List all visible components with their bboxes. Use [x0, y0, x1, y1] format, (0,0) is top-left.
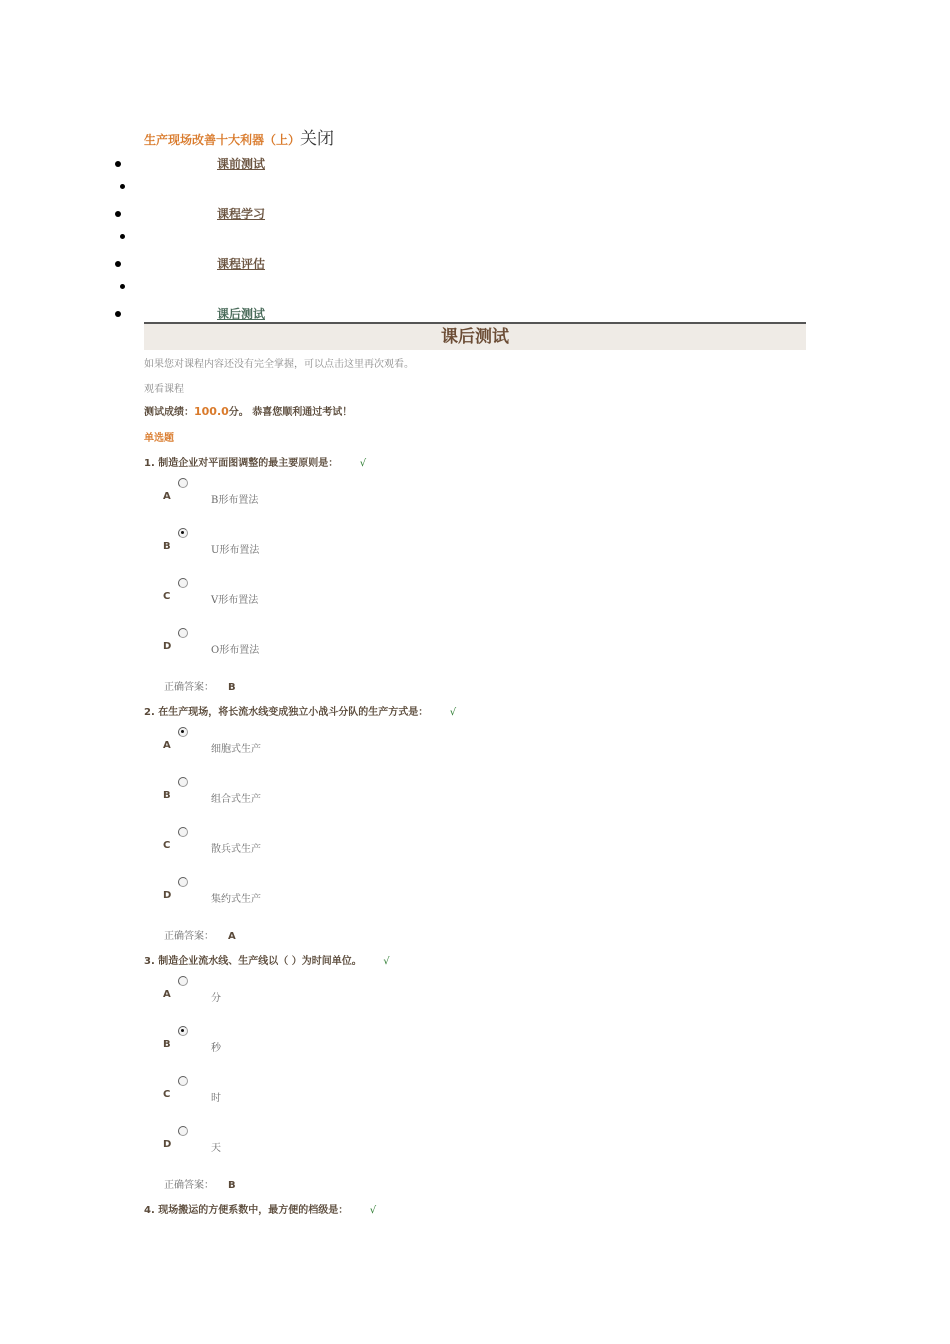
question-number: 2. [144, 707, 155, 718]
option-text: 组合式生产 [211, 794, 261, 805]
correct-answer [164, 1176, 236, 1191]
option-text: 分 [211, 993, 221, 1004]
radio-q1-a[interactable] [178, 478, 188, 488]
nav-link-study[interactable]: 课程学习 [217, 207, 266, 221]
radio-q2-c[interactable] [178, 827, 188, 837]
nav-item-evaluation [0, 255, 300, 273]
radio-q2-b[interactable] [178, 777, 188, 787]
answer-label: 正确答案： [164, 682, 214, 693]
section-title: 课后测试 [144, 322, 806, 350]
radio-q3-c[interactable] [178, 1076, 188, 1086]
option-text: 时 [211, 1093, 221, 1104]
correct-check-icon: √ [359, 458, 367, 469]
question-number: 1. [144, 458, 155, 469]
nav-spacer [0, 278, 300, 296]
question-type-label: 单选题 [144, 433, 174, 444]
answer-value: A [228, 931, 236, 942]
bullet-icon [115, 211, 121, 217]
nav-item-pretest [0, 155, 300, 173]
option-letter: D [163, 641, 172, 652]
option-text: 散兵式生产 [211, 844, 261, 855]
radio-q1-b[interactable] [178, 528, 188, 538]
question-2 [144, 703, 456, 718]
watch-course-link[interactable]: 观看课程 [144, 384, 184, 395]
option-text: O形布置法 [211, 645, 260, 656]
option-letter: D [163, 890, 172, 901]
option-letter: D [163, 1139, 172, 1150]
option-letter: A [163, 491, 171, 502]
option-text: B形布置法 [211, 495, 259, 506]
nav-spacer [0, 228, 300, 246]
nav-item-study [0, 205, 300, 223]
correct-check-icon: √ [383, 956, 390, 967]
intro-text: 如果您对课程内容还没有完全掌握，可以点击这里再次观看。 [144, 359, 414, 370]
nav-link-pretest[interactable]: 课前测试 [217, 157, 266, 171]
answer-label: 正确答案： [164, 931, 214, 942]
option-text: 秒 [211, 1043, 221, 1054]
option-letter: C [163, 1089, 171, 1100]
option-text: 天 [211, 1143, 221, 1154]
score-suffix: 分。 恭喜您顺利通过考试！ [228, 407, 353, 418]
option-letter: C [163, 591, 171, 602]
bullet-icon [115, 161, 121, 167]
bullet-icon [120, 234, 125, 239]
radio-q2-a[interactable] [178, 727, 188, 737]
question-text: 现场搬运的方便系数中，最方便的档级是： [158, 1205, 349, 1216]
radio-q1-c[interactable] [178, 578, 188, 588]
bullet-icon [120, 184, 125, 189]
question-4 [144, 1201, 376, 1216]
nav-spacer [0, 178, 300, 196]
nav-link-posttest[interactable]: 课后测试 [217, 307, 266, 321]
question-text: 制造企业对平面图调整的最主要原则是： [158, 458, 339, 469]
close-link[interactable]: 关闭 [300, 129, 335, 149]
option-letter: B [163, 790, 171, 801]
radio-q1-d[interactable] [178, 628, 188, 638]
score-line [144, 403, 352, 418]
question-text: 在生产现场，将长流水线变成独立小战斗分队的生产方式是： [158, 707, 429, 718]
option-text: 细胞式生产 [211, 744, 261, 755]
option-letter: C [163, 840, 171, 851]
correct-answer [164, 927, 236, 942]
score-value: 100.0 [194, 405, 229, 418]
option-letter: B [163, 1039, 171, 1050]
bullet-icon [120, 284, 125, 289]
answer-label: 正确答案： [164, 1180, 214, 1191]
question-number: 4. [144, 1205, 155, 1216]
nav-item-posttest [0, 305, 300, 323]
correct-answer [164, 678, 236, 693]
bullet-icon [115, 311, 121, 317]
option-text: 集约式生产 [211, 894, 261, 905]
answer-value: B [228, 682, 236, 693]
option-text: U形布置法 [211, 545, 260, 556]
radio-q3-b[interactable] [178, 1026, 188, 1036]
course-title-text: 生产现场改善十大利器（上） [144, 133, 301, 147]
answer-value: B [228, 1180, 236, 1191]
correct-check-icon: √ [449, 707, 457, 718]
bullet-icon [115, 261, 121, 267]
correct-check-icon: √ [369, 1205, 377, 1216]
option-text: V形布置法 [211, 595, 259, 606]
radio-q3-d[interactable] [178, 1126, 188, 1136]
question-3 [144, 952, 390, 967]
option-letter: A [163, 740, 171, 751]
question-1 [144, 454, 366, 469]
question-text: 制造企业流水线、生产线以（ ）为时间单位。 [158, 956, 362, 967]
nav-link-evaluation[interactable]: 课程评估 [217, 257, 266, 271]
radio-q2-d[interactable] [178, 877, 188, 887]
option-letter: B [163, 541, 171, 552]
option-letter: A [163, 989, 171, 1000]
radio-q3-a[interactable] [178, 976, 188, 986]
question-number: 3. [144, 956, 155, 967]
course-title [144, 124, 334, 149]
score-prefix: 测试成绩： [144, 407, 194, 418]
